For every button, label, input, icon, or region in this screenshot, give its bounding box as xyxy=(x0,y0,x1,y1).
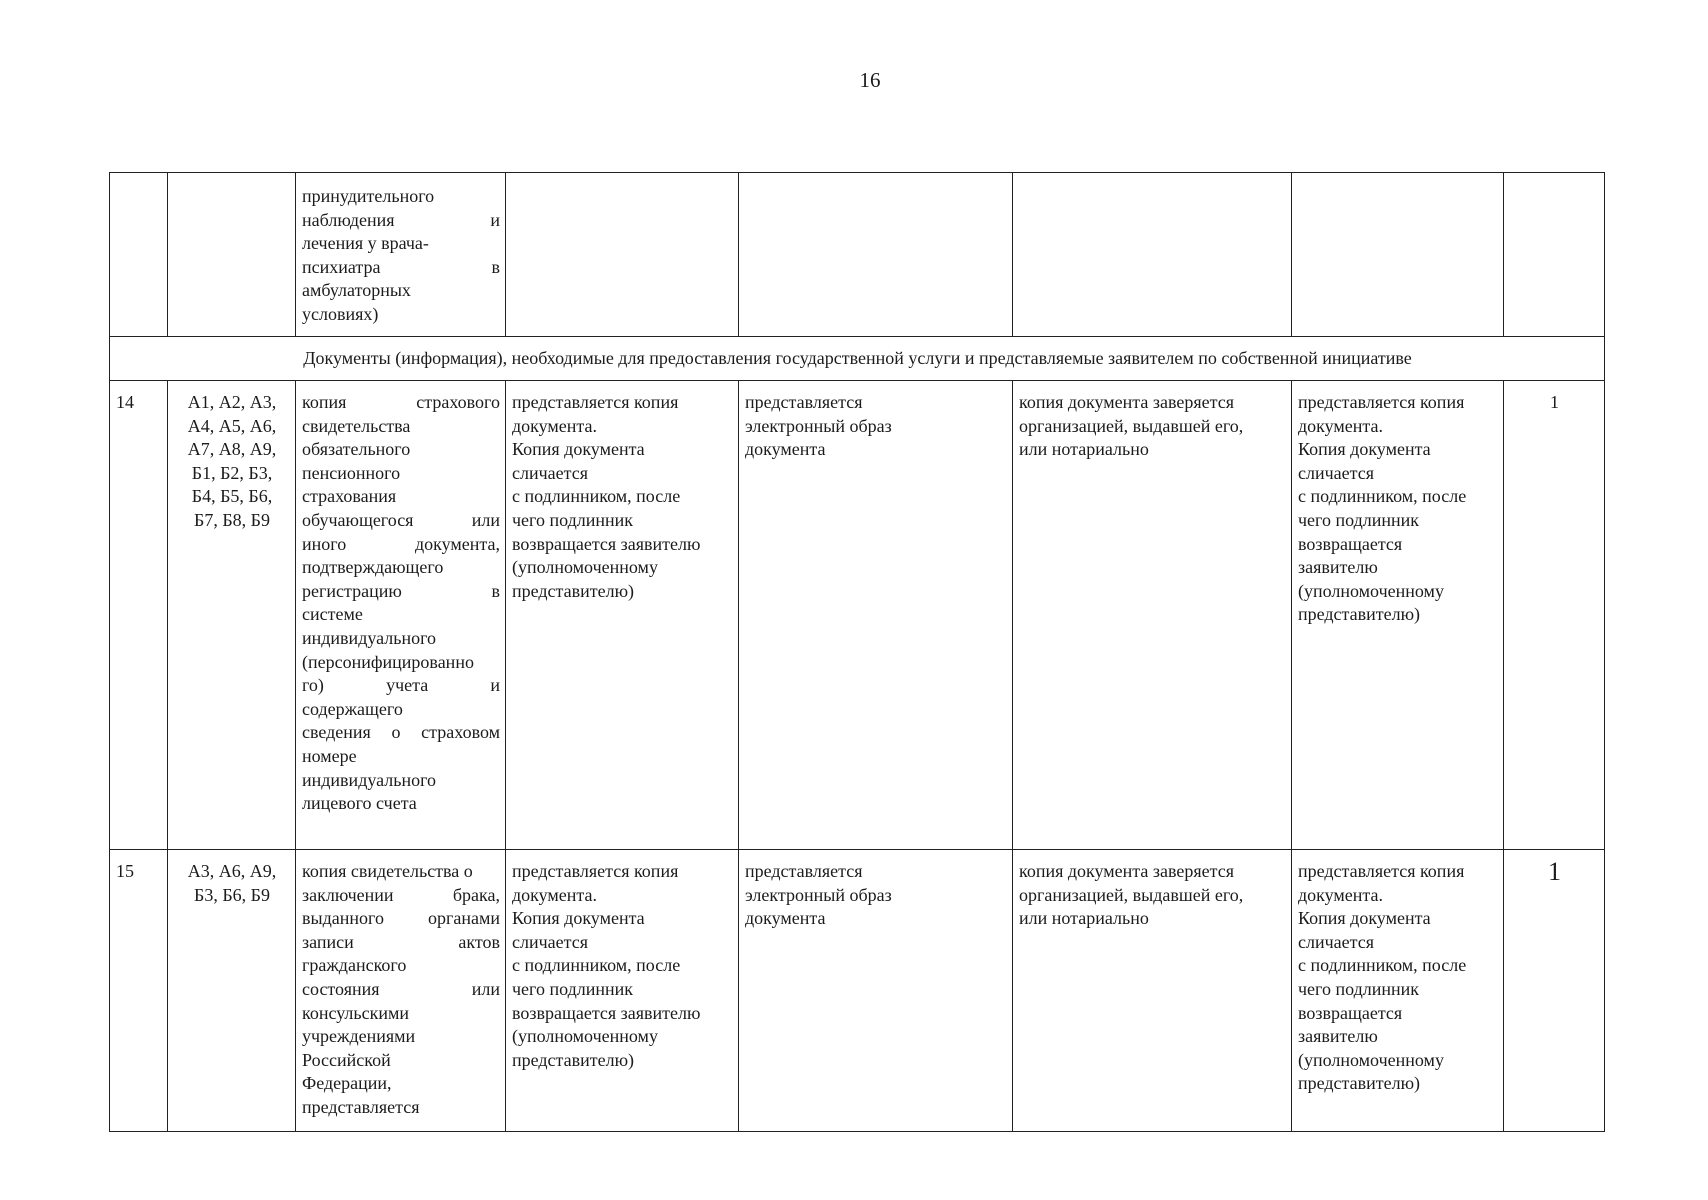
cell-line: выданного органами xyxy=(302,908,500,929)
cell-mfc xyxy=(1292,173,1504,337)
row-document xyxy=(296,381,506,850)
cell-line: наблюдения и xyxy=(302,209,500,230)
cell-line: документа. xyxy=(512,415,597,436)
cell-line: сличается xyxy=(512,931,588,952)
row-categories xyxy=(168,381,296,850)
cell-line: копия документа заверяется xyxy=(1019,861,1234,881)
cell-document xyxy=(296,173,506,337)
cell-line: амбулаторных xyxy=(302,280,411,301)
cell-line: Копия документа xyxy=(512,439,645,460)
cell-line: системе xyxy=(302,604,363,625)
cell-line: представляется xyxy=(745,392,863,412)
section-title: Документы (информация), необходимые для предоставления государственной услуги и представляемые заявителем по собственной инициативе xyxy=(110,337,1605,381)
cell-line: заключении брака, xyxy=(302,884,500,905)
cell-line: представляется xyxy=(302,1096,420,1117)
cell-line: го) учета и xyxy=(302,675,500,696)
cell-line: представителю) xyxy=(1298,604,1421,625)
row-mfc-submission xyxy=(1292,381,1504,850)
cell-line: условиях) xyxy=(302,303,379,324)
cell-line: сличается xyxy=(512,462,588,483)
cell-line: копия свидетельства о xyxy=(302,861,473,881)
cell-line: представителю) xyxy=(512,580,635,601)
cell-line: документа xyxy=(745,439,826,460)
cell-line: регистрацию в xyxy=(302,580,500,601)
cell-line: возвращается заявителю xyxy=(512,533,701,554)
cell-line: документа. xyxy=(1298,415,1383,436)
documents-table xyxy=(109,172,1605,1132)
cell-line: (уполномоченному xyxy=(1298,580,1444,601)
cell-categories xyxy=(168,173,296,337)
table-row xyxy=(110,850,1605,1132)
cell-line: копия страхового xyxy=(302,392,500,412)
cell-line: содержащего xyxy=(302,698,403,719)
cell-line: копия документа заверяется xyxy=(1019,392,1234,412)
cell-line: чего подлинник xyxy=(512,978,634,999)
cell-line: возвращается xyxy=(1298,533,1403,554)
cell-electronic xyxy=(739,173,1013,337)
cell-line: состояния или xyxy=(302,978,500,999)
cell-line: или нотариально xyxy=(1019,908,1149,929)
cell-line: обязательного xyxy=(302,439,411,460)
row-mfc-submission xyxy=(1292,850,1504,1132)
cell-line: заявителю xyxy=(1298,557,1378,578)
cell-line: А1, А2, А3, xyxy=(187,392,277,412)
cell-line: представляется копия xyxy=(1298,861,1465,881)
cell-line: Б3, Б6, Б9 xyxy=(193,884,270,905)
cell-line: иного документа, xyxy=(302,533,500,554)
cell-line: сличается xyxy=(1298,931,1374,952)
row-certification xyxy=(1013,850,1292,1132)
cell-line: Б1, Б2, Б3, xyxy=(191,462,273,483)
cell-line: электронный образ xyxy=(745,415,892,436)
cell-line: свидетельства xyxy=(302,415,411,436)
cell-line: с подлинником, после xyxy=(512,486,681,507)
row-paper-submission xyxy=(506,850,739,1132)
cell-line: документа xyxy=(745,908,826,929)
page-number: 16 xyxy=(859,68,881,92)
cell-line: документа. xyxy=(1298,884,1383,905)
row-quantity: 1 xyxy=(1504,850,1605,1132)
cell-line: Б7, Б8, Б9 xyxy=(193,509,270,530)
cell-line: представляется копия xyxy=(512,392,679,412)
cell-quantity xyxy=(1504,173,1605,337)
cell-num xyxy=(110,173,168,337)
cell-line: представителю) xyxy=(1298,1073,1421,1094)
cell-line: Федерации, xyxy=(302,1073,392,1094)
cell-line: Копия документа xyxy=(512,908,645,929)
section-header-row xyxy=(110,337,1605,381)
cell-line: лечения у врача- xyxy=(302,233,429,254)
cell-line: чего подлинник xyxy=(1298,509,1420,530)
row-paper-submission xyxy=(506,381,739,850)
cell-line: лицевого счета xyxy=(302,793,417,814)
cell-line: организацией, выдавшей его, xyxy=(1019,415,1244,436)
cell-line: сличается xyxy=(1298,462,1374,483)
cell-line: представляется копия xyxy=(1298,392,1465,412)
row-number: 14 xyxy=(110,381,168,850)
cell-line: индивидуального xyxy=(302,627,437,648)
cell-line: страхования xyxy=(302,486,397,507)
cell-line: Б4, Б5, Б6, xyxy=(191,486,273,507)
cell-line: А7, А8, А9, xyxy=(187,439,277,460)
cell-line: с подлинником, после xyxy=(512,955,681,976)
cell-line: учреждениями xyxy=(302,1026,416,1047)
cell-line: гражданского xyxy=(302,955,407,976)
cell-line: Российской xyxy=(302,1049,391,1070)
row-number: 15 xyxy=(110,850,168,1132)
cell-line: представителю) xyxy=(512,1049,635,1070)
cell-line: (уполномоченному xyxy=(512,1026,658,1047)
cell-line: принудительного xyxy=(302,186,435,206)
cell-line: чего подлинник xyxy=(1298,978,1420,999)
cell-line: А4, А5, А6, xyxy=(187,415,277,436)
cell-line: возвращается заявителю xyxy=(512,1002,701,1023)
row-categories xyxy=(168,850,296,1132)
cell-line: индивидуального xyxy=(302,769,437,790)
cell-line: чего подлинник xyxy=(512,509,634,530)
cell-line: организацией, выдавшей его, xyxy=(1019,884,1244,905)
table-row-continued xyxy=(110,173,1605,337)
cell-line: пенсионного xyxy=(302,462,401,483)
cell-line: консульскими xyxy=(302,1002,410,1023)
cell-line: записи актов xyxy=(302,931,500,952)
cell-line: подтверждающего xyxy=(302,557,444,578)
cell-line: с подлинником, после xyxy=(1298,955,1467,976)
row-quantity: 1 xyxy=(1504,381,1605,850)
cell-line: (уполномоченному xyxy=(512,557,658,578)
cell-line: Копия документа xyxy=(1298,908,1431,929)
cell-line: с подлинником, после xyxy=(1298,486,1467,507)
cell-line: (персонифицированно xyxy=(302,651,474,672)
cell-line: представляется xyxy=(745,861,863,881)
cell-line: сведения о страховом xyxy=(302,722,500,743)
cell-line: документа. xyxy=(512,884,597,905)
cell-line: психиатра в xyxy=(302,256,500,277)
cell-paper xyxy=(506,173,739,337)
cell-line: электронный образ xyxy=(745,884,892,905)
cell-line: представляется копия xyxy=(512,861,679,881)
cell-line: или нотариально xyxy=(1019,439,1149,460)
table-row xyxy=(110,381,1605,850)
cell-line: номере xyxy=(302,745,357,766)
cell-certification xyxy=(1013,173,1292,337)
row-electronic-submission xyxy=(739,381,1013,850)
row-certification xyxy=(1013,381,1292,850)
cell-line: Копия документа xyxy=(1298,439,1431,460)
row-document xyxy=(296,850,506,1132)
cell-line: А3, А6, А9, xyxy=(187,861,277,881)
cell-line: обучающегося или xyxy=(302,509,500,530)
cell-line: (уполномоченному xyxy=(1298,1049,1444,1070)
row-electronic-submission xyxy=(739,850,1013,1132)
cell-line: возвращается xyxy=(1298,1002,1403,1023)
cell-line: заявителю xyxy=(1298,1026,1378,1047)
